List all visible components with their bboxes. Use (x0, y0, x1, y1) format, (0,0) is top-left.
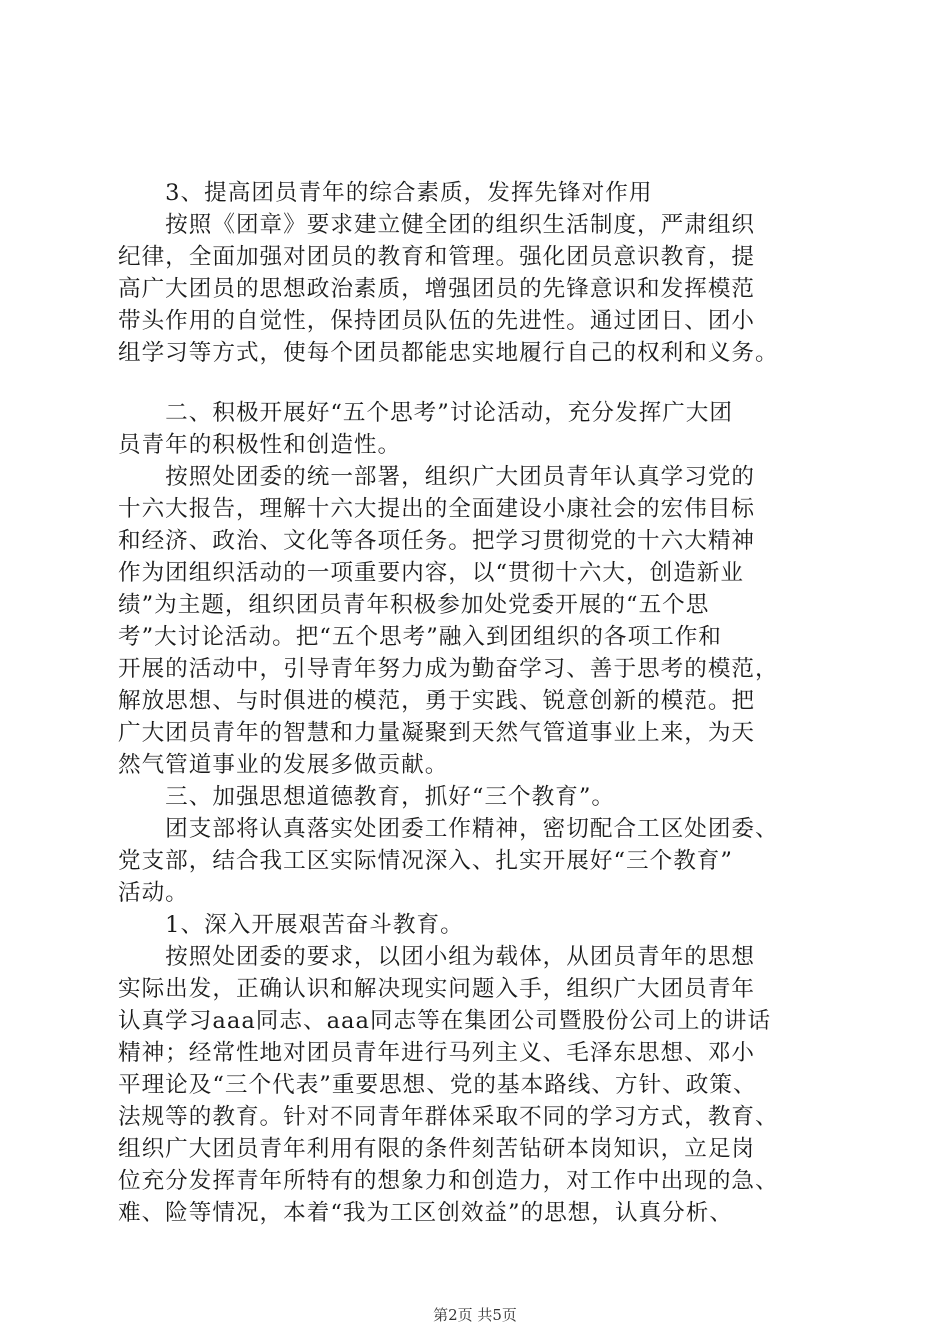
text-line: 实际出发，正确认识和解决现实问题入手，组织广大团员青年 (118, 976, 756, 1002)
text-line: 1、深入开展艰苦奋斗教育。 (118, 912, 464, 938)
page-number-footer: 第2页 共5页 (433, 1306, 517, 1324)
text-line: 组织广大团员青年利用有限的条件刻苦钻研本岗知识，立足岗 (118, 1136, 756, 1162)
text-line: 法规等的教育。针对不同青年群体采取不同的学习方式，教育、 (118, 1104, 779, 1130)
text-line: 二、积极开展好“五个思考”讨论活动，充分发挥广大团 (118, 400, 733, 426)
text-line: 三、加强思想道德教育，抓好“三个教育”。 (118, 784, 615, 810)
text-line: 3、提高团员青年的综合素质，发挥先锋对作用 (118, 180, 653, 206)
text-line: 开展的活动中，引导青年努力成为勤奋学习、善于思考的模范， (118, 656, 779, 682)
text-line: 按照处团委的要求，以团小组为载体，从团员青年的思想 (118, 944, 756, 970)
text-line: 平理论及“三个代表”重要思想、党的基本路线、方针、政策、 (118, 1072, 757, 1098)
text-line: 党支部，结合我工区实际情况深入、扎实开展好“三个教育” (118, 848, 733, 874)
text-line: 解放思想、与时俱进的模范，勇于实践、锐意创新的模范。把 (118, 688, 756, 714)
text-line: 广大团员青年的智慧和力量凝聚到天然气管道事业上来，为天 (118, 720, 756, 746)
text-line: 按照处团委的统一部署，组织广大团员青年认真学习党的 (118, 464, 756, 490)
text-line: 组学习等方式，使每个团员都能忠实地履行自己的权利和义务。 (118, 340, 779, 366)
text-line: 认真学习aaa同志、aaa同志等在集团公司暨股份公司上的讲话 (118, 1008, 772, 1034)
text-line: 位充分发挥青年所特有的想象力和创造力，对工作中出现的急、 (118, 1168, 779, 1194)
text-line: 考”大讨论活动。把“五个思考”融入到团组织的各项工作和 (118, 624, 722, 650)
text-line: 按照《团章》要求建立健全团的组织生活制度，严肃组织 (118, 212, 756, 238)
text-line: 员青年的积极性和创造性。 (118, 432, 402, 458)
text-line: 十六大报告，理解十六大提出的全面建设小康社会的宏伟目标 (118, 496, 756, 522)
text-line: 精神；经常性地对团员青年进行马列主义、毛泽东思想、邓小 (118, 1040, 756, 1066)
text-line: 纪律，全面加强对团员的教育和管理。强化团员意识教育，提 (118, 244, 756, 270)
text-line: 绩”为主题，组织团员青年积极参加处党委开展的“五个思 (118, 592, 710, 618)
text-line: 团支部将认真落实处团委工作精神，密切配合工区处团委、 (118, 816, 779, 842)
text-line: 然气管道事业的发展多做贡献。 (118, 752, 449, 778)
text-line: 和经济、政治、文化等各项任务。把学习贯彻党的十六大精神 (118, 528, 756, 554)
text-line: 高广大团员的思想政治素质，增强团员的先锋意识和发挥模范 (118, 276, 756, 302)
text-line: 难、险等情况，本着“我为工区创效益”的思想，认真分析、 (118, 1200, 733, 1226)
text-line: 作为团组织活动的一项重要内容，以“贯彻十六大，创造新业 (118, 560, 744, 586)
text-line: 带头作用的自觉性，保持团员队伍的先进性。通过团日、团小 (118, 308, 756, 334)
text-line: 活动。 (118, 880, 189, 906)
